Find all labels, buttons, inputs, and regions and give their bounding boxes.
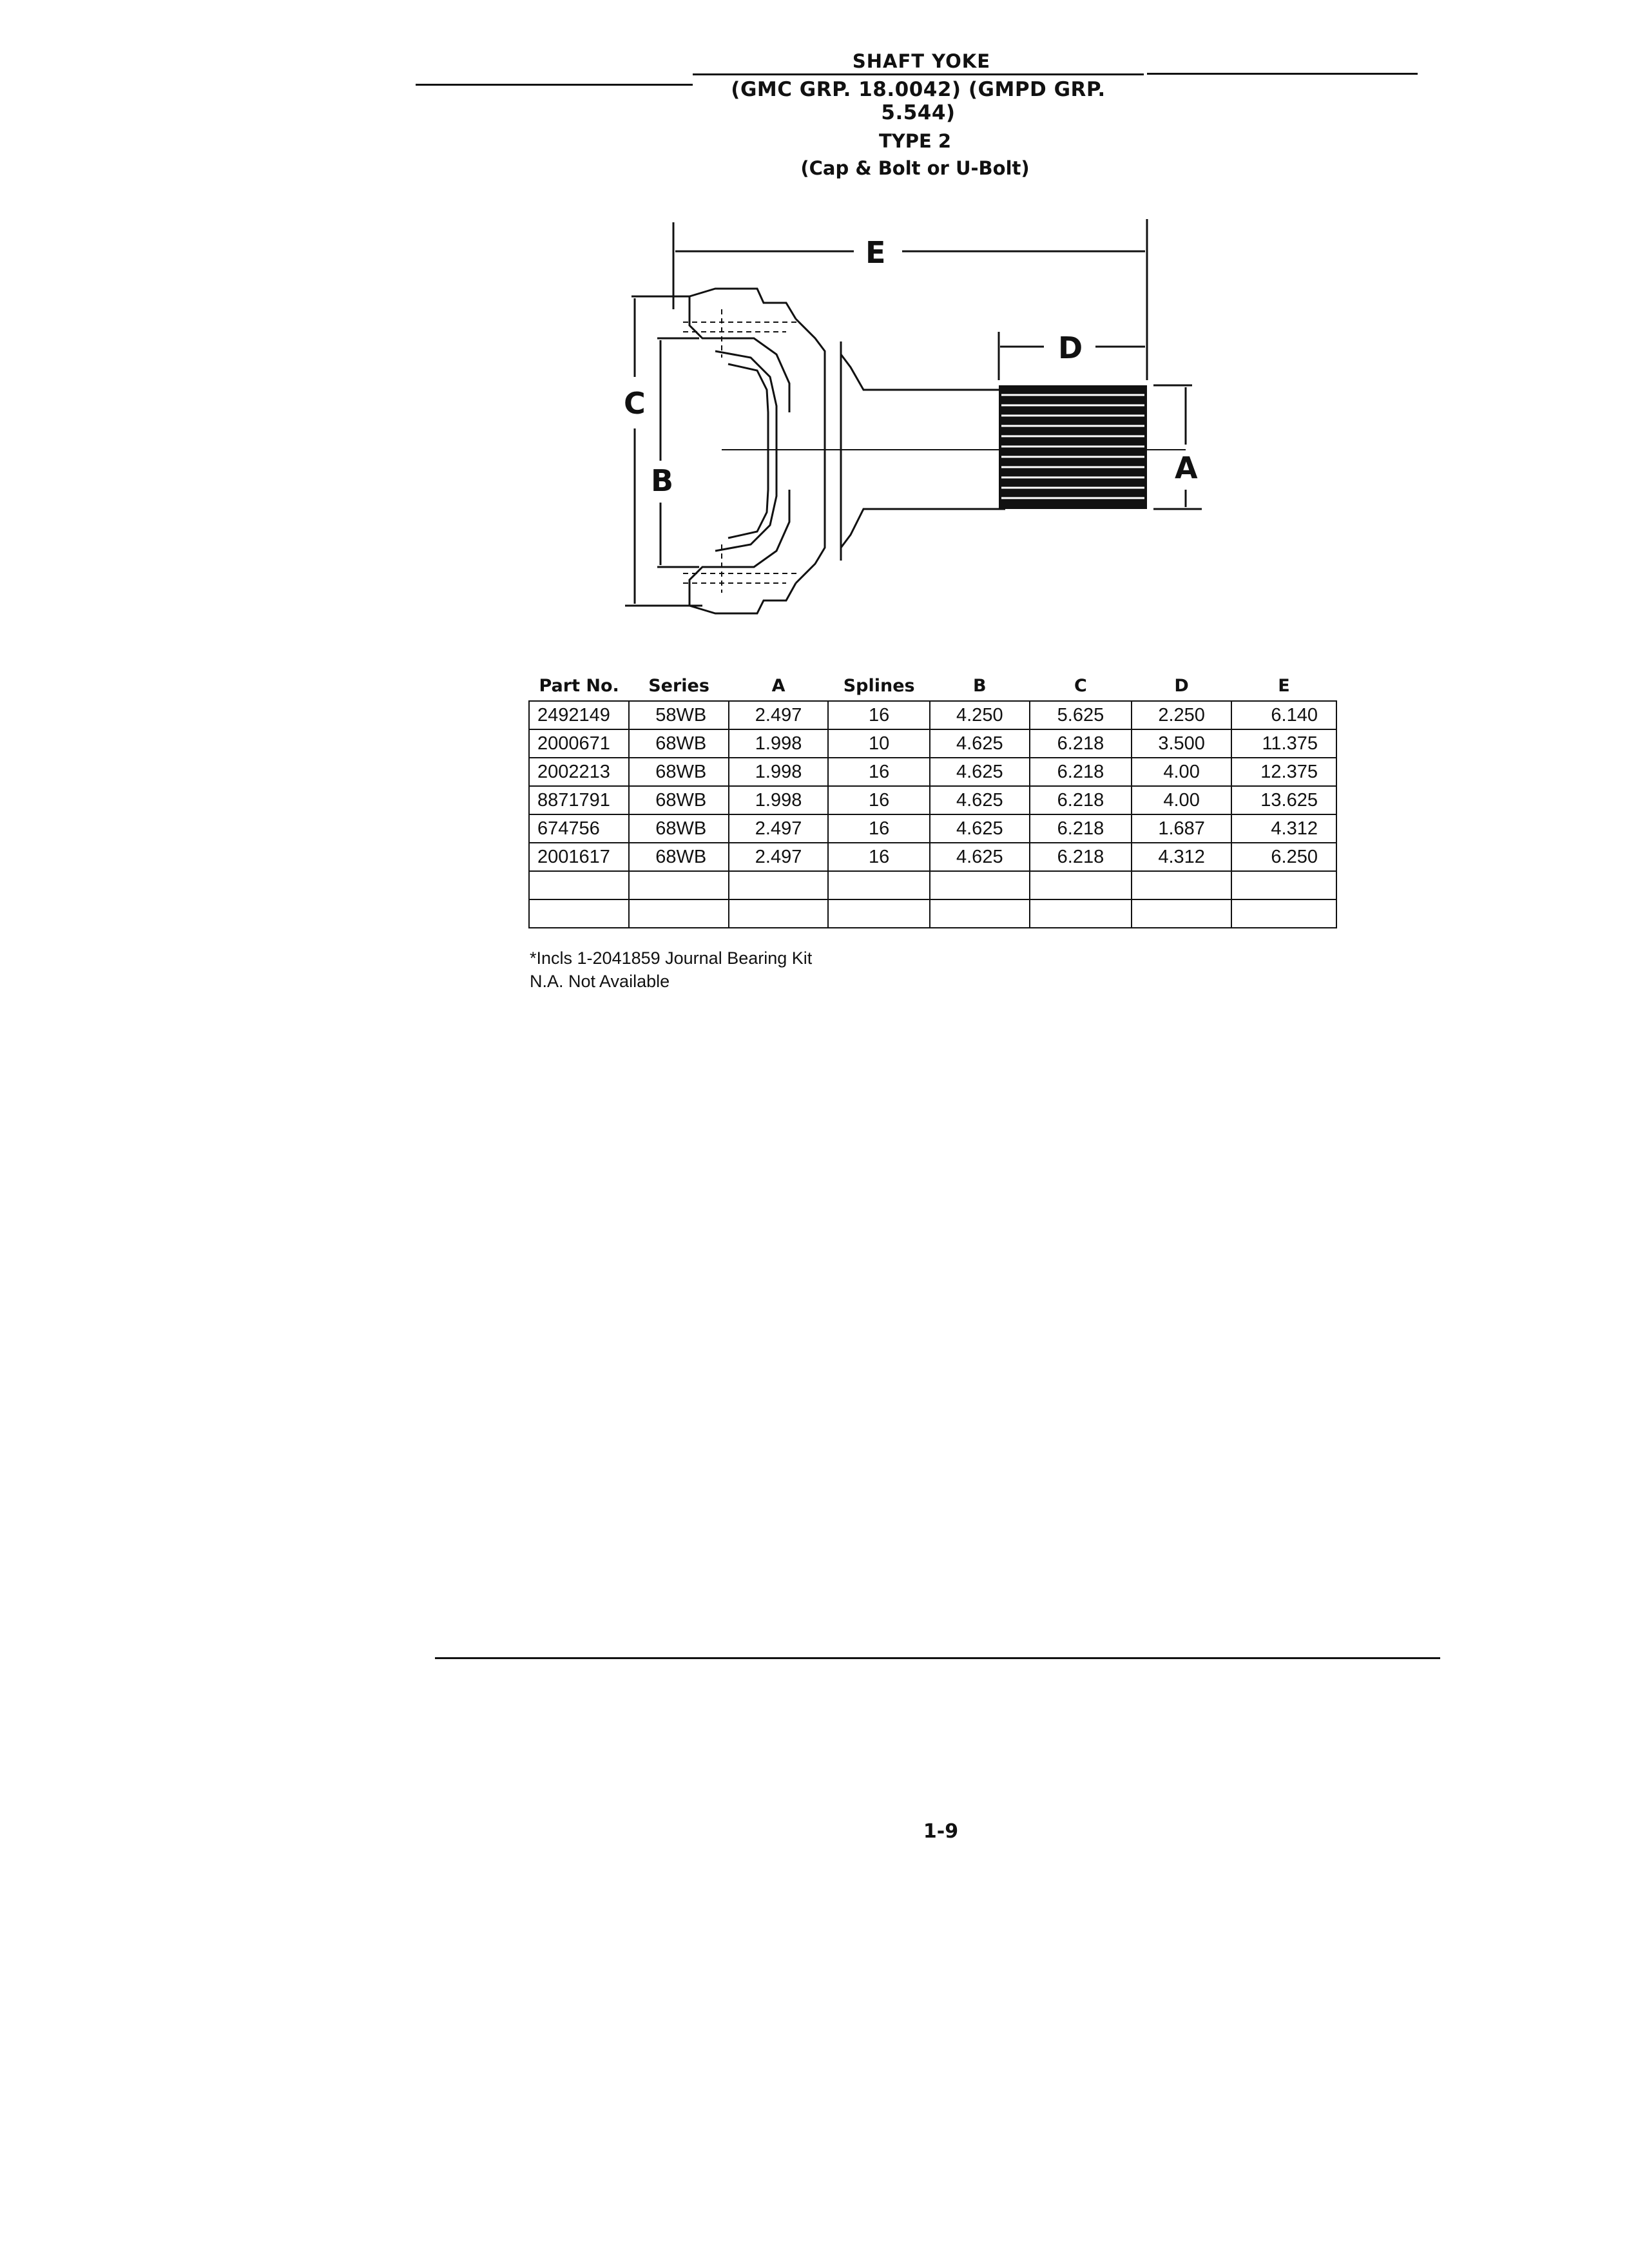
cell-empty [1132, 871, 1231, 899]
cell-c: 6.218 [1030, 758, 1132, 786]
cell-empty [629, 871, 729, 899]
footnote-not-available: N.A. Not Available [530, 972, 670, 991]
cell-splines: 16 [828, 786, 930, 814]
dim-label-d: D [1058, 331, 1083, 365]
footnote-bearing-kit: *Incls 1-2041859 Journal Bearing Kit [530, 948, 813, 968]
cell-empty [930, 871, 1029, 899]
table-row [529, 701, 1336, 729]
cell-a: 2.497 [729, 814, 828, 843]
cell-part-no: 2001617 [529, 843, 629, 871]
cell-d: 3.500 [1132, 729, 1231, 758]
cell-b: 4.625 [930, 729, 1029, 758]
header-rule-left [416, 84, 693, 86]
cell-splines: 16 [828, 758, 930, 786]
page-title: SHAFT YOKE [852, 50, 991, 72]
header-rule-right [1147, 73, 1418, 75]
cell-d: 1.687 [1132, 814, 1231, 843]
cell-part-no: 2000671 [529, 729, 629, 758]
yoke-outline-bottom-ear [689, 490, 796, 613]
dim-label-b: B [651, 463, 674, 498]
cell-empty [1132, 899, 1231, 928]
col-header-b: B [930, 673, 1029, 701]
cell-d: 4.00 [1132, 786, 1231, 814]
cell-part-no: 2492149 [529, 701, 629, 729]
col-header-c: C [1030, 673, 1132, 701]
cell-b: 4.625 [930, 814, 1029, 843]
cell-d: 4.312 [1132, 843, 1231, 871]
cell-b: 4.625 [930, 843, 1029, 871]
cell-series: 68WB [629, 814, 729, 843]
col-header-series: Series [629, 673, 729, 701]
cell-part-no: 674756 [529, 814, 629, 843]
yoke-outline-top-ear [689, 289, 796, 412]
splined-end [999, 385, 1147, 509]
cell-series: 58WB [629, 701, 729, 729]
footer-rule [435, 1657, 1440, 1659]
spec-table [528, 673, 1337, 928]
col-header-splines: Splines [828, 673, 930, 701]
table-row [529, 729, 1336, 758]
cell-a: 1.998 [729, 758, 828, 786]
cell-empty [930, 899, 1029, 928]
table-row [529, 758, 1336, 786]
cell-splines: 10 [828, 729, 930, 758]
cell-empty [1030, 899, 1132, 928]
page-subtitle: (GMC GRP. 18.0042) (GMPD GRP. 5.544) [693, 73, 1144, 124]
yoke-body [796, 319, 825, 583]
cell-b: 4.625 [930, 786, 1029, 814]
cell-e: 11.375 [1231, 729, 1336, 758]
table-row-empty [529, 899, 1336, 928]
cell-c: 6.218 [1030, 843, 1132, 871]
cell-splines: 16 [828, 701, 930, 729]
cell-empty [828, 899, 930, 928]
dim-label-a: A [1175, 450, 1198, 485]
cell-c: 5.625 [1030, 701, 1132, 729]
cell-a: 1.998 [729, 729, 828, 758]
shaft-neck [841, 354, 1005, 548]
dim-label-c: C [624, 386, 646, 421]
table-header-row [529, 673, 1336, 701]
cell-part-no: 8871791 [529, 786, 629, 814]
cell-e: 6.250 [1231, 843, 1336, 871]
cell-empty [729, 899, 828, 928]
cell-empty [629, 899, 729, 928]
cell-series: 68WB [629, 843, 729, 871]
cell-empty [529, 899, 629, 928]
col-header-d: D [1132, 673, 1231, 701]
table-row-empty [529, 871, 1336, 899]
col-header-e: E [1231, 673, 1336, 701]
cell-part-no: 2002213 [529, 758, 629, 786]
cell-empty [1231, 871, 1336, 899]
cell-empty [1030, 871, 1132, 899]
cell-d: 2.250 [1132, 701, 1231, 729]
cell-c: 6.218 [1030, 729, 1132, 758]
page-number: 1-9 [923, 1820, 959, 1843]
figure-type-subtitle: (Cap & Bolt or U-Bolt) [800, 157, 1030, 179]
cell-empty [828, 871, 930, 899]
shaft-yoke-diagram [593, 206, 1237, 631]
cell-empty [1231, 899, 1336, 928]
cell-d: 4.00 [1132, 758, 1231, 786]
cell-empty [529, 871, 629, 899]
cell-series: 68WB [629, 758, 729, 786]
cell-e: 12.375 [1231, 758, 1336, 786]
cell-series: 68WB [629, 729, 729, 758]
cell-splines: 16 [828, 814, 930, 843]
cell-series: 68WB [629, 786, 729, 814]
cell-e: 13.625 [1231, 786, 1336, 814]
cell-b: 4.250 [930, 701, 1029, 729]
cell-c: 6.218 [1030, 814, 1132, 843]
cell-e: 6.140 [1231, 701, 1336, 729]
yoke-inner-arm-2 [728, 364, 768, 538]
cell-a: 2.497 [729, 701, 828, 729]
cell-a: 2.497 [729, 843, 828, 871]
col-header-a: A [729, 673, 828, 701]
col-header-part-no: Part No. [529, 673, 629, 701]
cell-empty [729, 871, 828, 899]
cell-e: 4.312 [1231, 814, 1336, 843]
cell-a: 1.998 [729, 786, 828, 814]
table-row [529, 843, 1336, 871]
table-row [529, 786, 1336, 814]
table-row [529, 814, 1336, 843]
figure-type-label: TYPE 2 [878, 130, 952, 152]
cell-b: 4.625 [930, 758, 1029, 786]
cell-c: 6.218 [1030, 786, 1132, 814]
cell-splines: 16 [828, 843, 930, 871]
dim-label-e: E [865, 235, 886, 270]
